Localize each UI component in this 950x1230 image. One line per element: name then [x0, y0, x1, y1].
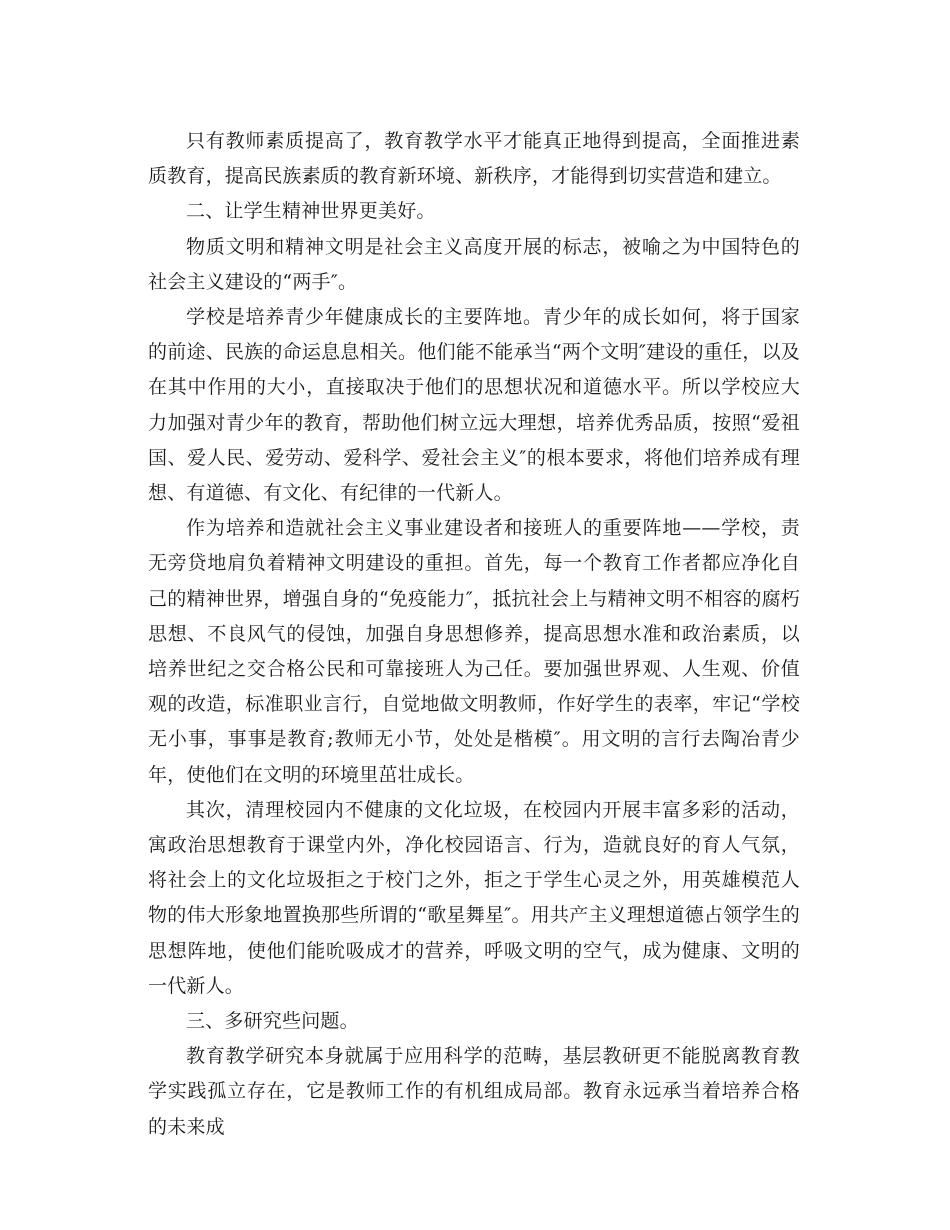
paragraph-teacher-responsibility: 作为培养和造就社会主义事业建设者和接班人的重要阵地——学校，责无旁贷地肩负着精神文明建设的重担。首先，每一个教育工作者都应净化自己的精神世界，增强自身的“免疫能力″，抵抗社会上与精神文明不相容的腐朽思想、不良风气的侵蚀，加强自身思想修养，提高思想水准和政治素质，以培养世纪之交合格公民和可靠接班人为己任。要加强世界观、人生观、价值观的改造，标准职业言行，自觉地做文明教师，作好学生的表率，牢记“学校无小事，事事是教育;教师无小节，处处是楷模″。用文明的言行去陶冶青少年，使他们在文明的环境里茁壮成长。 [148, 517, 800, 786]
document-body [148, 124, 800, 1145]
paragraph-two-civilizations: 物质文明和精神文明是社会主义高度开展的标志，被喻之为中国特色的社会主义建设的“两手″。 [148, 235, 800, 293]
section-heading-research: 三、多研究些问题。 [186, 1010, 359, 1033]
section-heading-spiritual-world: 二、让学生精神世界更美好。 [186, 200, 436, 223]
paragraph-school-as-base: 学校是培养青少年健康成长的主要阵地。青少年的成长如何，将于国家的前途、民族的命运息息相关。他们能不能承当“两个文明″建设的重任，以及在其中作用的大小，直接取决于他们的思想状况和道德水平。所以学校应大力加强对青少年的教育，帮助他们树立远大理想，培养优秀品质，按照“爱祖国、爱人民、爱劳动、爱科学、爱社会主义″的根本要求，将他们培养成有理想、有道德、有文化、有纪律的一代新人。 [148, 306, 800, 505]
paragraph-campus-culture: 其次，清理校园内不健康的文化垃圾，在校园内开展丰富多彩的活动，寓政治思想教育于课堂内外，净化校园语言、行为，造就良好的育人气氛，将社会上的文化垃圾拒之于校门之外，拒之于学生心灵之外，用英雄模范人物的伟大形象地置换那些所谓的“歌星舞星″。用共产主义理想道德占领学生的思想阵地，使他们能吮吸成才的营养，呼吸文明的空气，成为健康、文明的一代新人。 [148, 798, 800, 997]
paragraph-teacher-quality: 只有教师素质提高了，教育教学水平才能真正地得到提高，全面推进素质教育，提高民族素质的教育新环境、新秩序，才能得到切实营造和建立。 [148, 130, 800, 188]
paragraph-teaching-research: 教育教学研究本身就属于应用科学的范畴，基层教研更不能脱离教育教学实践孤立存在，它是教师工作的有机组成局部。教育永远承当着培养合格的未来成 [148, 1045, 800, 1138]
